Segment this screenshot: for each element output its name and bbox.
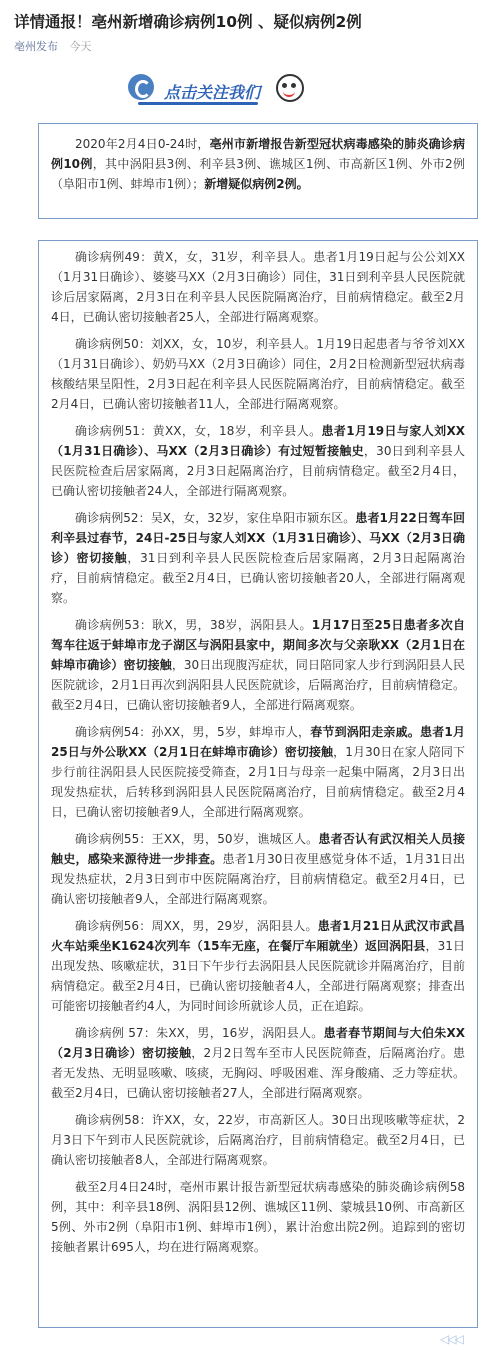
- case-paragraph: 确诊病例56：周XX，男，29岁，涡阳县人。患者1月21日从武汉市武昌火车站乘坐K1624次列车（15车无座，在餐厅车厢就坐）返回涡阳县，31日出现发热、咳嗽症状，31日下午步行去涡阳县人民医院就诊并隔离治疗，目前病情稳定。截至2月4日，已确认密切接触者4人，全部进行隔离观察；排查出可能密切接触者约4人，为同时间诊所就诊人员，正在追踪。: [51, 919, 465, 1013]
- case-paragraph: 确诊病例58：许XX，女，22岁，市高新区人。30日出现咳嗽等症状，2月3日下午到市人民医院就诊，后隔离治疗，目前病情稳定。截至2月4日，已确认密切接触者8人，全部进行隔离观察。: [51, 1113, 465, 1167]
- case-details-box: [38, 240, 478, 1328]
- cumulative-summary-paragraph: 截至2月4日24时，亳州市累计报告新型冠状病毒感染的肺炎确诊病例58例，其中：利辛县18例、涡阳县12例、谯城区11例、蒙城县10例、市高新区5例、外市2例（阜阳市1例、蚌埠市1例），累计治愈出院2例。追踪到的密切接触者累计695人，均在进行隔离观察。: [51, 1180, 465, 1254]
- case-paragraph: 确诊病例51：黄XX，女，18岁，利辛县人。患者1月19日与家人刘XX（1月31日确诊）、马XX（2月3日确诊）有过短暂接触史，30日到利辛县人民医院检查后居家隔离，2月3日起隔离治疗，目前病情稳定。截至2月4日，已确认密切接触者24人，全部进行隔离观察。: [51, 424, 466, 498]
- case-paragraph: 确诊病例55：王XX，男，50岁，谯城区人。患者否认有武汉相关人员接触史，感染来源待进一步排查。患者1月30日夜里感觉身体不适，1月31日出现发热症状，2月3日到市中医院隔离治疗，目前病情稳定。截至2月4日，已确认密切接触者9人，全部进行隔离观察。: [51, 832, 465, 906]
- summary-box: [38, 123, 478, 219]
- publish-time: 今天: [69, 40, 92, 53]
- smiley-face-icon: [276, 74, 304, 102]
- arrow-underline: [138, 102, 258, 105]
- case-paragraph: 确诊病例 57：朱XX，男，16岁，涡阳县人。患者春节期间与大伯朱XX（2月3日确诊）密切接触，2月2日驾车至市人民医院筛查，后隔离治疗。患者无发热、无明显咳嗽、咳痰，无胸闷、呼吸困难、浑身酸痛、乏力等症状。截至2月4日，已确认密切接触者27人，全部进行隔离观察。: [51, 1026, 466, 1100]
- case-paragraph: 确诊病例52：吴X，女，32岁，家住阜阳市颍东区。患者1月22日驾车回利辛县过春节，24日-25日与家人刘XX（1月31日确诊）、马XX（2月3日确诊）密切接触，31日到利辛县人民医院检查后居家隔离，2月3日起隔离治疗，目前病情稳定。截至2月4日，已确认密切接触者20人，全部进行隔离观察。: [51, 511, 465, 605]
- case-paragraph: 确诊病例49：黄X，女，31岁，利辛县人。患者1月19日起与公公刘XX（1月31日确诊）、婆婆马XX（2月3日确诊）同住，31日到利辛县人民医院就诊后居家隔离，2月3日在利辛县人民医院隔离治疗，目前病情稳定。截至2月4日，已确认密切接触者25人，全部进行隔离观察。: [51, 250, 465, 324]
- follow-us-label: 点击关注我们: [164, 83, 261, 102]
- case-paragraph: 确诊病例50：刘XX，女，10岁，利辛县人。1月19日起患者与爷爷刘XX（1月31日确诊）、奶奶马XX（2月3日确诊）同住，2月2日检测新型冠状病毒核酸结果呈阳性，2月3日起在利辛县人民医院隔离治疗，目前病情稳定。截至2月4日，已确认密切接触者11人，全部进行隔离观察。: [51, 337, 465, 411]
- case-paragraph: 确诊病例54：孙XX，男，5岁，蚌埠市人，春节到涡阳走亲戚。患者1月25日与外公耿XX（2月1日在蚌埠市确诊）密切接触，1月30日在家人陪同下步行前往涡阳县人民医院接受筛查，2月1日与母亲一起集中隔离，2月3日出现发热症状，后转移到涡阳县人民医院隔离治疗，目前病情稳定。截至2月4日，已确认密切接触者9人，全部进行隔离观察。: [51, 725, 466, 819]
- case-paragraph: 确诊病例53：耿X，男，38岁，涡阳县人。1月17日至25日患者多次自驾车往返于蚌埠市龙子湖区与涡阳县家中，期间多次与父亲耿XX（2月1日在蚌埠市确诊）密切接触，30日出现腹泻症状，同日陪同家人步行到涡阳县人民医院就诊，2月1日再次到涡阳县人民医院就诊，后隔离治疗，目前病情稳定。截至2月4日，已确认密切接触者9人，全部进行隔离观察。: [51, 618, 466, 712]
- account-name-link[interactable]: 亳州发布: [14, 40, 58, 53]
- end-mark: ◁◁◁: [440, 1332, 462, 1346]
- article-meta: [14, 38, 92, 54]
- speech-bubble-icon: [128, 74, 154, 100]
- article-title: 详情通报！亳州新增确诊病例10例 、疑似病例2例: [14, 13, 362, 31]
- summary-paragraph: 2020年2月4日0-24时，亳州市新增报告新型冠状病毒感染的肺炎确诊病例10例，其中涡阳县3例、利辛县3例、谯城区1例、市高新区1例、外市2例（阜阳市1例、蚌埠市1例）；新增疑似病例2例。: [51, 137, 465, 191]
- follow-us-banner[interactable]: [128, 70, 308, 110]
